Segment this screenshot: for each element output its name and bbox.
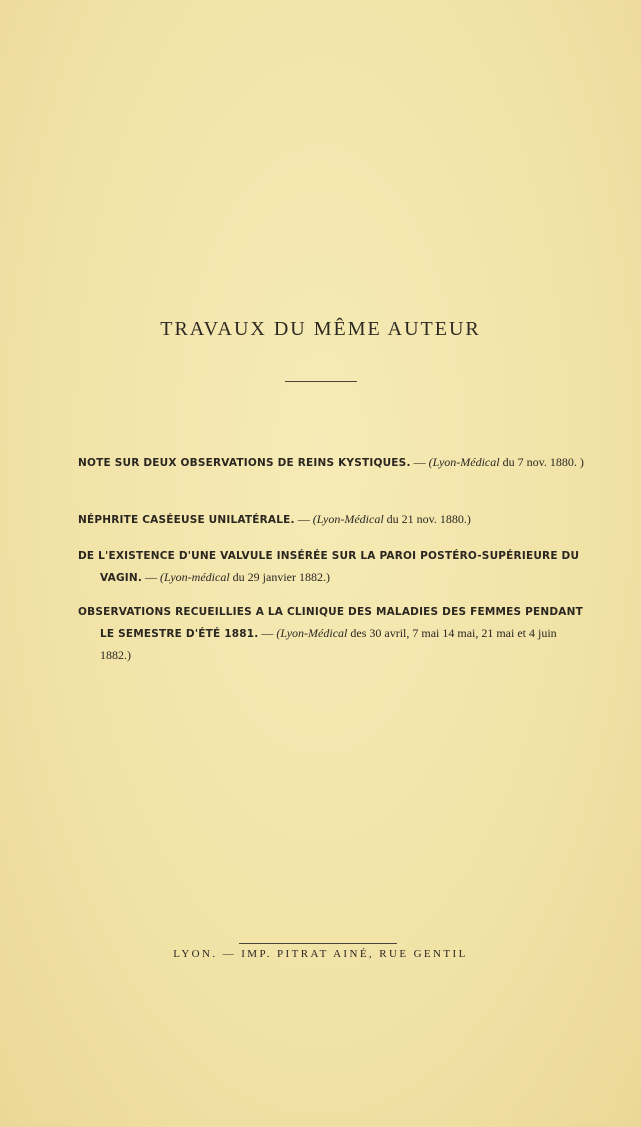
- work-journal: (Lyon-Médical: [276, 626, 348, 640]
- work-journal: (Lyon-médical: [160, 570, 230, 584]
- work-entry-2: [78, 509, 590, 531]
- work-separator: —: [410, 455, 429, 469]
- work-separator: —: [142, 570, 161, 584]
- divider-bottom: [239, 943, 397, 944]
- work-separator: —: [294, 512, 313, 526]
- work-entry-3: [78, 545, 590, 589]
- work-title: DE L'EXISTENCE D'UNE VALVULE INSÉRÉE SUR LA PAROI POSTÉRO-SUPÉRIEURE DU VAGIN.: [78, 550, 580, 584]
- work-separator: —: [258, 626, 277, 640]
- work-journal: (Lyon-Médical: [428, 455, 500, 469]
- page-title: TRAVAUX DU MÊME AUTEUR: [160, 318, 481, 340]
- work-title: NOTE SUR DEUX OBSERVATIONS DE REINS KYSTIQUES.: [78, 457, 411, 469]
- work-title: NÉPHRITE CASÉEUSE UNILATÉRALE.: [78, 514, 295, 526]
- work-title: OBSERVATIONS RECUEILLIES A LA CLINIQUE DES MALADIES DES FEMMES PENDANT LE SEMESTRE D'ÉTÉ 1881.: [78, 606, 583, 640]
- work-journal: (Lyon-Médical: [312, 512, 384, 526]
- work-details: du 21 nov. 1880.): [383, 512, 471, 526]
- divider-top: [285, 381, 357, 382]
- work-entry-4: [78, 601, 590, 666]
- work-details: du 29 janvier 1882.): [229, 570, 330, 584]
- imprint-line: LYON. — IMP. PITRAT AINÉ, RUE GENTIL: [173, 948, 468, 960]
- work-entry-1: [78, 452, 590, 474]
- work-details: du 7 nov. 1880. ): [499, 455, 584, 469]
- work-details: des 30 avril, 7 mai 14 mai, 21 mai et 4 juin 1882.): [100, 626, 557, 662]
